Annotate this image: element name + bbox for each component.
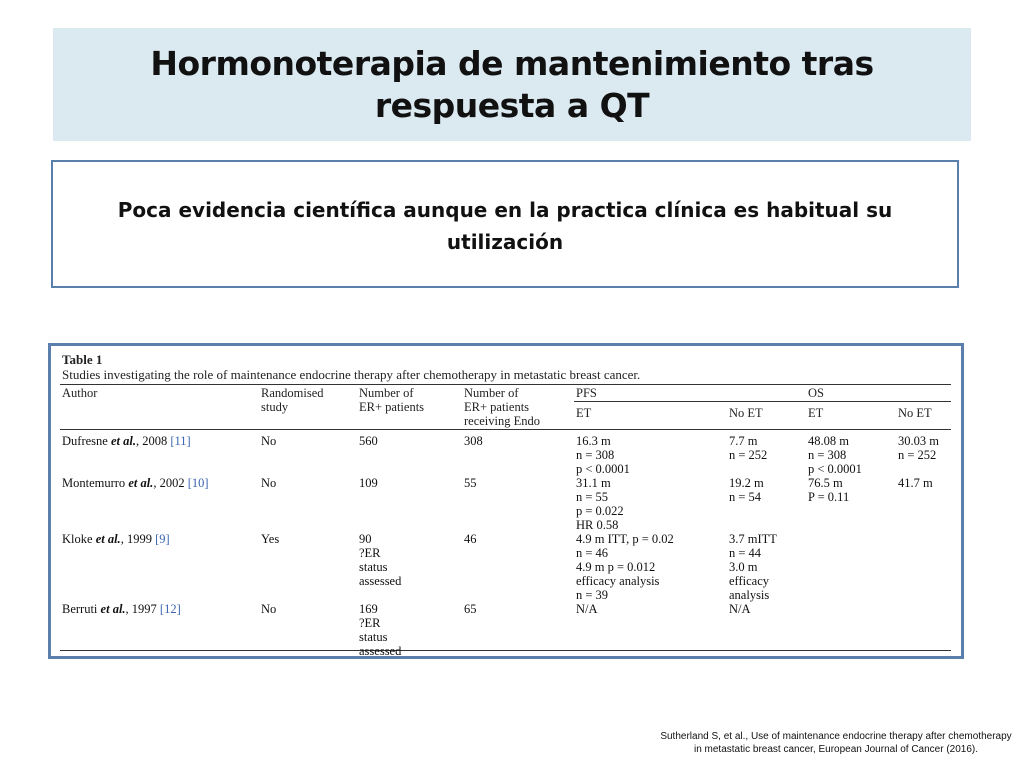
number-er-endo-cell: 46 [464,532,477,546]
os-no-et-cell: 30.03 m n = 252 [898,434,939,462]
randomised-cell: No [261,602,277,616]
reference-link[interactable]: [10] [187,476,209,490]
slide-title: Hormonoterapia de mantenimiento tras respuesta a QT [150,43,874,125]
reference-link[interactable]: [11] [170,434,191,448]
header-number-er-endo: Number of ER+ patients receiving Endo [464,386,541,428]
header-number-er: Number of ER+ patients [359,386,425,414]
pfs-et-cell: 31.1 m n = 55 p = 0.022 HR 0.58 [576,476,624,532]
pfs-no-et-cell: N/A [729,602,751,616]
author-cell: Berruti et al., 1997 [12] [62,602,181,616]
author-cell: Dufresne et al., 2008 [11] [62,434,191,448]
number-er-cell: 109 [359,476,378,490]
randomised-cell: No [261,476,277,490]
randomised-cell: Yes [261,532,280,546]
pfs-no-et-cell: 7.7 m n = 252 [729,434,768,462]
number-er-endo-cell: 308 [464,434,483,448]
header-author: Author [62,386,98,400]
citation: Sutherland S, et al., Use of maintenance endocrine therapy after chemotherapy in metastatic breast cancer, European Journal of Cancer (2016). [660,731,1012,755]
number-er-cell: 90 ?ER status assessed [359,532,402,588]
header-os: OS [808,386,824,400]
table-top-rule [60,384,951,385]
os-group-rule [807,401,951,402]
author-cell: Montemurro et al., 2002 [10] [62,476,209,490]
table-caption-label: Table 1 [62,352,103,367]
table-caption-text: Studies investigating the role of maintenance endocrine therapy after chemotherapy in metastatic breast cancer. [62,367,641,382]
author-cell: Kloke et al., 1999 [9] [62,532,170,546]
header-os-no-et: No ET [898,406,932,420]
number-er-endo-cell: 55 [464,476,477,490]
header-randomised: Randomised study [261,386,324,414]
pfs-no-et-cell: 3.7 mITT n = 44 3.0 m efficacy analysis [729,532,777,602]
os-no-et-cell: 41.7 m [898,476,933,490]
pfs-no-et-cell: 19.2 m n = 54 [729,476,764,504]
pfs-et-cell: 16.3 m n = 308 p < 0.0001 [576,434,630,476]
os-et-cell: 48.08 m n = 308 p < 0.0001 [808,434,862,476]
os-et-cell: 76.5 m P = 0.11 [808,476,850,504]
pfs-group-rule [574,401,812,402]
subtitle-box [51,160,959,288]
pfs-et-cell: 4.9 m ITT, p = 0.02 n = 46 4.9 m p = 0.012 efficacy analysis n = 39 [576,532,674,602]
number-er-cell: 560 [359,434,378,448]
pfs-et-cell: N/A [576,602,598,616]
header-os-et: ET [808,406,824,420]
reference-link[interactable]: [9] [155,532,170,546]
number-er-cell: 169 ?ER status assessed [359,602,402,658]
slide-subtitle: Poca evidencia científica aunque en la practica clínica es habitual su utilización [117,198,893,254]
table-image-frame [48,343,964,659]
header-pfs: PFS [576,386,597,400]
table-header-rule [60,429,951,430]
header-pfs-no-et: No ET [729,406,763,420]
title-band [53,28,971,141]
header-pfs-et: ET [576,406,592,420]
number-er-endo-cell: 65 [464,602,477,616]
randomised-cell: No [261,434,277,448]
reference-link[interactable]: [12] [159,602,181,616]
table-bottom-rule [60,650,951,651]
